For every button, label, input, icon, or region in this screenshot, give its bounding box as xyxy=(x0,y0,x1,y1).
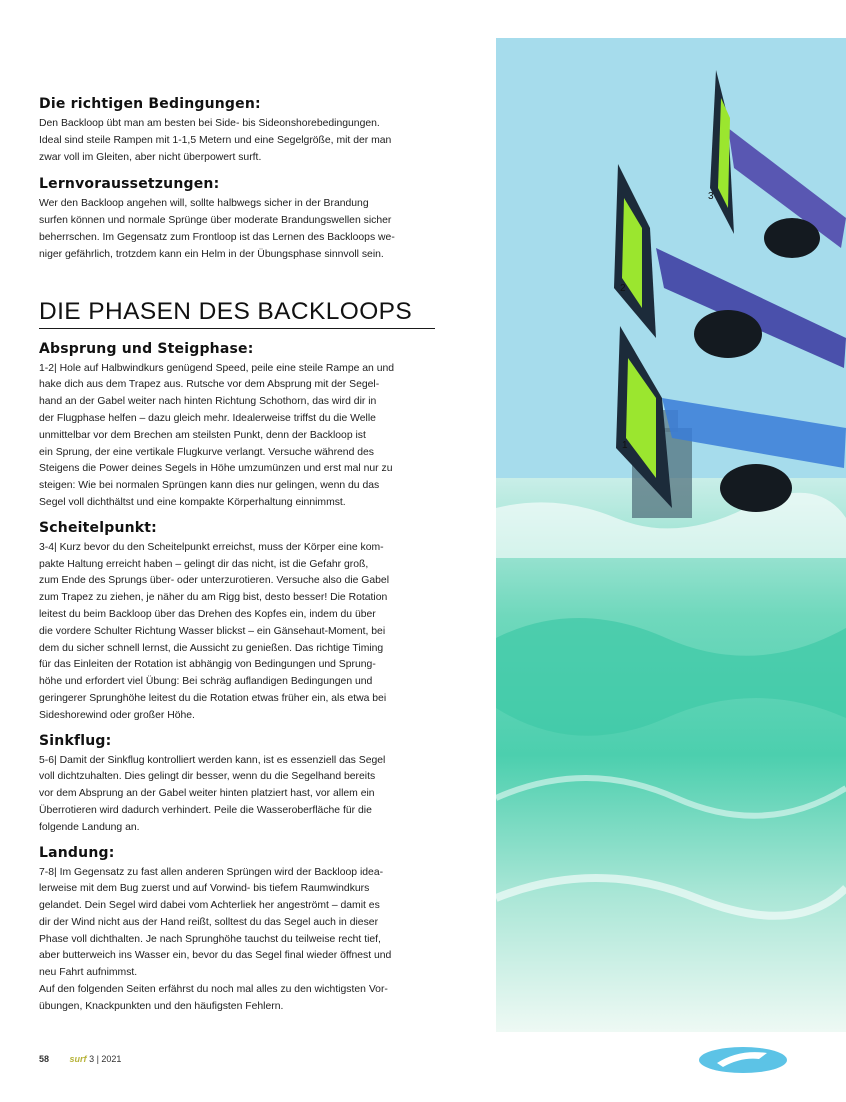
phase-label-3: 3 xyxy=(708,191,714,202)
rider-1 xyxy=(720,464,792,512)
heading-apex: Scheitelpunkt: xyxy=(39,519,157,536)
phase-label-1: 1 xyxy=(622,440,628,451)
issue-number: 3 | 2021 xyxy=(89,1054,122,1064)
text-line: Steigens die Power deines Segels in Höhe umzumünzen und erst mal nur zu xyxy=(39,463,393,475)
text-line: lerweise mit dem Bug zuerst und auf Vorwind- bis tiefem Raumwindkurs xyxy=(39,883,370,895)
text-line: höhe und erfordert viel Übung: Bei schräg auflandigen Bedingungen und xyxy=(39,676,373,688)
text-line: Auf den folgenden Seiten erfährst du noch mal alles zu den wichtigsten Vor- xyxy=(39,984,388,996)
text-line: voll dichtzuhalten. Dies gelingt dir besser, wenn du die Segelhand bereits xyxy=(39,771,376,783)
text-line: 7-8| Im Gegensatz zu fast allen anderen Sprüngen wird der Backloop idea- xyxy=(39,866,384,878)
text-line: Wer den Backloop angehen will, sollte halbwegs sicher in der Brandung xyxy=(39,198,369,210)
paragraph-landing xyxy=(39,865,435,1016)
text-line: Den Backloop übt man am besten bei Side- bis Sideonshorebedingungen. xyxy=(39,118,380,129)
paragraph-conditions xyxy=(39,116,435,166)
text-line: ein Sprung, der eine vertikale Flugkurve verlangt. Versuche während des xyxy=(39,446,375,458)
text-line: die vordere Schulter Richtung Wasser blickst – ein Gänsehaut-Moment, bei xyxy=(39,625,386,637)
text-line: hand an der Gabel weiter nach hinten Richtung Schothorn, das wird dir in xyxy=(39,396,377,408)
heading-descent: Sinkflug: xyxy=(39,732,112,749)
rider-3 xyxy=(764,218,820,258)
article-text-column xyxy=(39,96,435,1016)
brand-logo-icon xyxy=(697,1045,789,1075)
text-line: Überrotieren wird dadurch verhindert. Peile die Wasseroberfläche für die xyxy=(39,804,372,816)
text-line: dir der Wind nicht aus der Hand reißt, solltest du das Segel auch in dieser xyxy=(39,916,379,928)
text-line: vor dem Absprung an der Gabel weiter hinten platziert hast, vor allem ein xyxy=(39,788,375,800)
text-line: 1-2| Hole auf Halbwindkurs genügend Speed, peile eine steile Rampe an und xyxy=(39,362,395,374)
magazine-logo: surf xyxy=(69,1054,87,1064)
text-line: Ideal sind steile Rampen mit 1-1,5 Metern und eine Segelgröße, mit der man xyxy=(39,134,392,146)
text-line: leitest du beim Backloop über das Drehen des Kopfes ein, indem du über xyxy=(39,608,376,620)
text-line: hake dich aus dem Trapez aus. Rutsche vor dem Absprung mit der Segel- xyxy=(39,379,380,391)
heading-conditions: Die richtigen Bedingungen: xyxy=(39,96,261,112)
photo-illustration xyxy=(496,38,846,1032)
text-line: niger gefährlich, trotzdem kann ein Helm in der Übungsphase sinnvoll sein. xyxy=(39,248,384,260)
text-line: unmittelbar vor dem Brechen am steilsten Punkt, denn der Backloop ist xyxy=(39,429,366,441)
page-number: 58 xyxy=(39,1054,50,1064)
sea xyxy=(496,478,846,1032)
text-line: surfen können und normale Sprünge über moderate Brandungswellen sicher xyxy=(39,215,392,227)
heading-takeoff: Absprung und Steigphase: xyxy=(39,340,254,357)
text-line: neu Fahrt aufnimmst. xyxy=(39,967,138,979)
text-line: zwar voll im Gleiten, aber nicht überpowert surft. xyxy=(39,151,262,163)
text-line: gelandet. Dein Segel wird dabei vom Achterliek her angeströmt – damit es xyxy=(39,900,380,912)
text-line: 5-6| Damit der Sinkflug kontrolliert werden kann, ist es essenziell das Segel xyxy=(39,754,386,766)
text-line: steigen: Wie bei normalen Sprüngen kann dies nur gelingen, wenn du das xyxy=(39,480,380,492)
text-line: zum Ende des Sprungs über- oder unterzurotieren. Versuche also die Gabel xyxy=(39,575,390,587)
page-footer xyxy=(39,1054,121,1064)
text-line: übungen, Knackpunkten und den häufigsten Fehlern. xyxy=(39,1000,284,1012)
text-line: pakte Haltung erreicht haben – gelingt dir das nicht, ist die Gefahr groß, xyxy=(39,558,369,570)
text-line: der Flugphase helfen – dazu gleich mehr. Idealerweise triffst du die Welle xyxy=(39,412,376,424)
text-line: aber butterweich ins Wasser ein, bevor du das Segel final wieder öffnest und xyxy=(39,950,392,962)
main-title: DIE PHASEN DES BACKLOOPS xyxy=(39,298,435,329)
rider-2 xyxy=(694,310,762,358)
text-line: Phase voll dichthalten. Je nach Sprunghöhe tauchst du teilweise recht tief, xyxy=(39,933,381,945)
text-line: Sideshorewind oder großer Höhe. xyxy=(39,709,195,721)
phase-label-2: 2 xyxy=(620,283,626,294)
heading-prerequisites: Lernvoraussetzungen: xyxy=(39,176,220,193)
text-line: 3-4| Kurz bevor du den Scheitelpunkt erreichst, muss der Körper eine kom- xyxy=(39,541,384,553)
text-line: beherrschen. Im Gegensatz zum Frontloop ist das Lernen des Backloops we- xyxy=(39,231,395,243)
text-line: dem du sicher schnell lernst, die Aussicht zu genießen. Das richtige Timing xyxy=(39,642,384,654)
paragraph-takeoff xyxy=(39,361,435,512)
text-line: geringerer Sprunghöhe leitest du die Rotation etwas früher ein, als etwa bei xyxy=(39,692,387,704)
text-line: für das Einleiten der Rotation ist abhängig von Bedingungen und Sprung- xyxy=(39,659,376,671)
text-line: folgende Landung an. xyxy=(39,821,140,833)
paragraph-apex xyxy=(39,540,435,725)
heading-landing: Landung: xyxy=(39,844,115,861)
backloop-sequence-photo xyxy=(496,38,846,1032)
text-line: Segel voll dichthältst und eine kompakte Körperhaltung einnimmst. xyxy=(39,496,346,508)
paragraph-descent xyxy=(39,753,435,837)
text-line: zum Trapez zu ziehen, je näher du am Rigg bist, desto besser! Die Rotation xyxy=(39,592,388,604)
paragraph-prerequisites xyxy=(39,196,435,263)
